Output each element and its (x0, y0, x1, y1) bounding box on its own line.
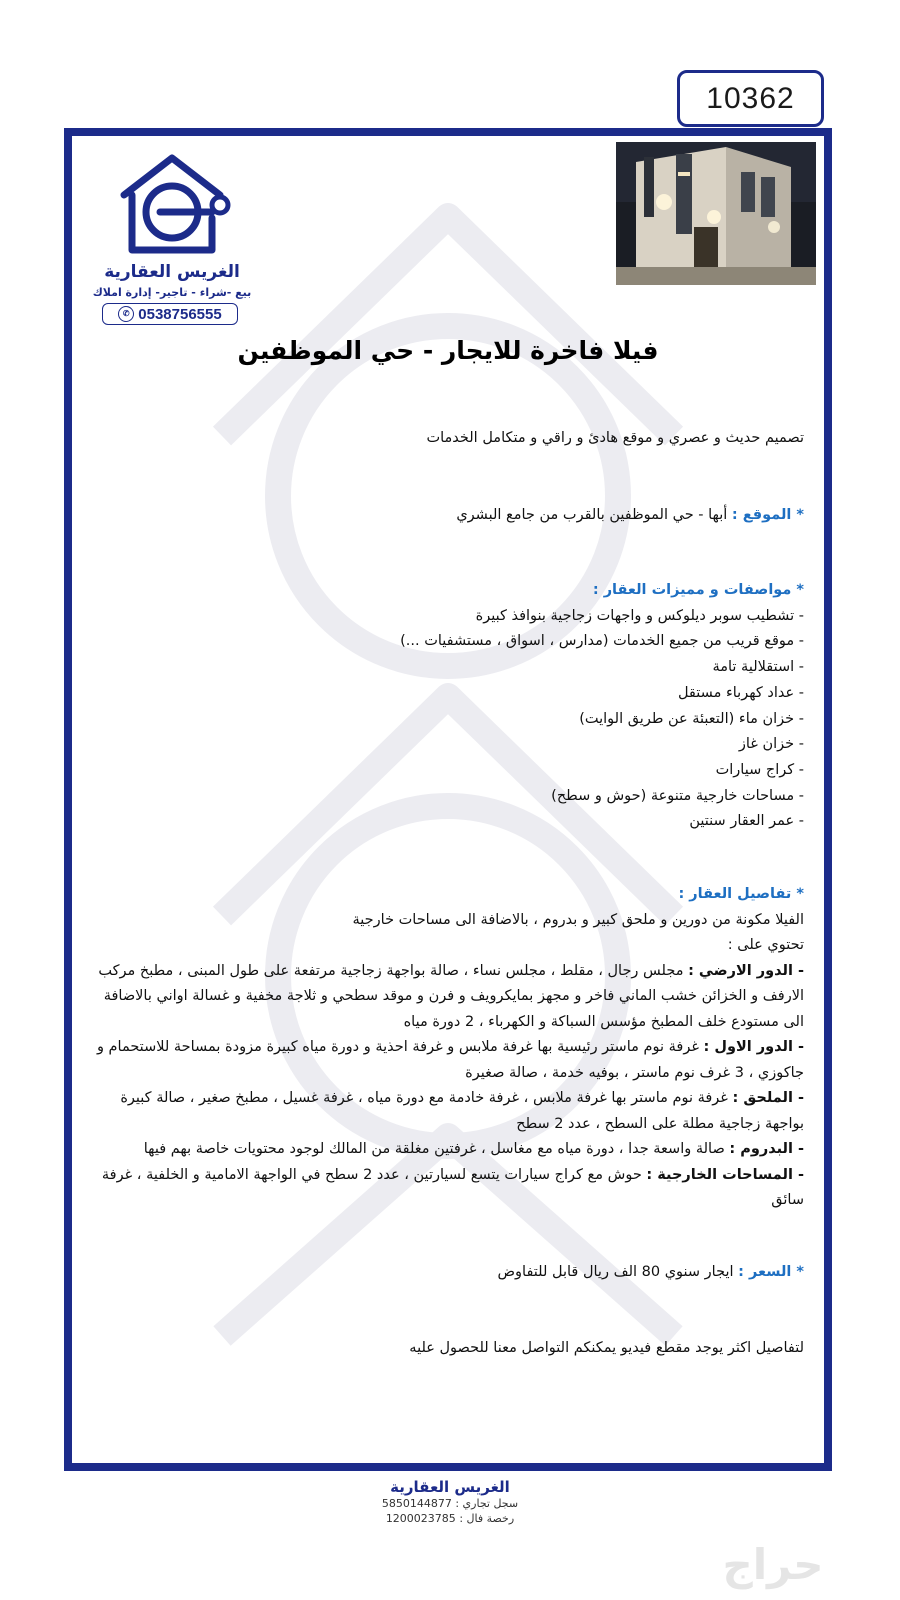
footer-cr (0, 1496, 900, 1511)
features-section (84, 578, 804, 835)
listing-id-box (677, 70, 824, 127)
haraj-watermark: حراج (722, 1540, 824, 1589)
details-heading: * تفاصيل العقار : (678, 886, 804, 902)
price-line (84, 1260, 804, 1286)
details-contains: تحتوي على : (727, 937, 804, 953)
logo-tagline: بيع -شراء - تاجير- إدارة املاك (92, 286, 252, 299)
details-ground-floor (84, 959, 804, 1036)
outdoor-text: حوش مع كراج سيارات يتسع لسيارتين ، عدد 2 سطح في الواجهة الامامية و الخلفية ، غرفة سائق (101, 1166, 804, 1208)
license-number: 1200023785 (385, 1512, 456, 1525)
feature-item: - عمر العقار سنتين (689, 813, 804, 830)
listing-title: فيلا فاخرة للايجار - حي الموظفين (237, 336, 659, 365)
location-value: أبها - حي الموظفين بالقرب من جامع البشري (456, 507, 728, 523)
outdoor-label: - المساحات الخارجية : (646, 1166, 804, 1183)
listing-id: 10362 (706, 81, 795, 115)
footer-company-name: الغريس العقارية (390, 1478, 510, 1496)
basement-text: صالة واسعة جدا ، دورة مياه مع مغاسل ، غرفتين مغلقة من المالك لوجود محتويات خاصة بهم فيها (143, 1141, 725, 1157)
details-annex (84, 1086, 804, 1137)
annex-text: غرفة نوم ماستر بها غرفة ملابس ، غرفة خادمة مع دورة مياه ، غرفة غسيل ، مطبخ صغير ، صالة كبيرة بواجهة زجاجية مطلة على السطح ، عدد 2 سطح (120, 1090, 804, 1132)
features-heading: * مواصفات و مميزات العقار : (592, 582, 804, 598)
footer (0, 1478, 900, 1526)
feature-item: - كراج سيارات (715, 761, 804, 778)
price-value: ايجار سنوي 80 الف ريال قابل للتفاوض (497, 1264, 734, 1280)
listing-frame (64, 128, 832, 1471)
ground-floor-label: - الدور الارضي : (688, 962, 804, 979)
details-basement (84, 1137, 804, 1163)
listing-content (72, 136, 824, 1463)
logo-phone-number: 0538756555 (138, 305, 222, 323)
license-label: رخصة فال : (459, 1512, 515, 1525)
feature-item: - تشطيب سوبر ديلوكس و واجهات زجاجية بنوافذ كبيرة (475, 607, 804, 624)
cr-number: 5850144877 (381, 1497, 452, 1510)
contact-note: لتفاصيل اكثر يوجد مقطع فيديو يمكنكم التواصل معنا للحصول عليه (409, 1340, 804, 1356)
feature-item: - خزان غاز (738, 736, 804, 753)
feature-item: - عداد كهرباء مستقل (677, 684, 804, 701)
location-line (84, 503, 804, 529)
footer-license (0, 1511, 900, 1526)
feature-item: - موقع قريب من جميع الخدمات (مدارس ، اسواق ، مستشفيات ...) (400, 633, 804, 650)
cr-label: سجل تجاري : (455, 1497, 519, 1510)
first-floor-text: غرفة نوم ماستر رئيسية بها غرفة ملابس و غرفة احذية و دورة مياه كبيرة مزودة بمساحة للاستحمام و جاكوزي ، 3 غرف نوم ماستر ، بوفيه خدمة ، صالة صغيرة (96, 1039, 804, 1081)
feature-item: - استقلالية تامة (712, 659, 804, 676)
feature-item: - مساحات خارجية متنوعة (حوش و سطح) (551, 787, 804, 804)
logo-company-name: الغريس العقارية (104, 262, 240, 282)
details-first-floor (84, 1035, 804, 1086)
details-outdoor (84, 1163, 804, 1214)
price-label: * السعر : (738, 1264, 804, 1280)
details-section (84, 882, 804, 1214)
intro-text: تصميم حديث و عصري و موقع هادئ و راقي و متكامل الخدمات (426, 430, 804, 446)
first-floor-label: - الدور الاول : (703, 1039, 804, 1055)
feature-item: - خزان ماء (التعبئة عن طريق الوايت) (579, 710, 804, 727)
ground-floor-text: مجلس رجال ، مقلط ، مجلس نساء ، صالة بواجهة زجاجية مرتفعة على طول المبنى ، مطبخ مركب الارفف و الخزائن خشب الماني فاخر و مجهز بمايكرويف و فرن و موقد سطحي و ثلاجة مخفية و غسالة اواني بالاضافة الى مستودع خلف المطبخ مؤسس السباكة و الكهرباء ، 2 دورة مياه (98, 962, 804, 1030)
location-label: * الموقع : (731, 507, 804, 523)
details-intro: الفيلا مكونة من دورين و ملحق كبير و بدروم ، بالاضافة الى مساحات خارجية (352, 911, 804, 928)
basement-label: - البدروم : (729, 1141, 804, 1157)
phone-icon: ✆ (118, 306, 134, 322)
annex-label: - الملحق : (732, 1090, 804, 1106)
